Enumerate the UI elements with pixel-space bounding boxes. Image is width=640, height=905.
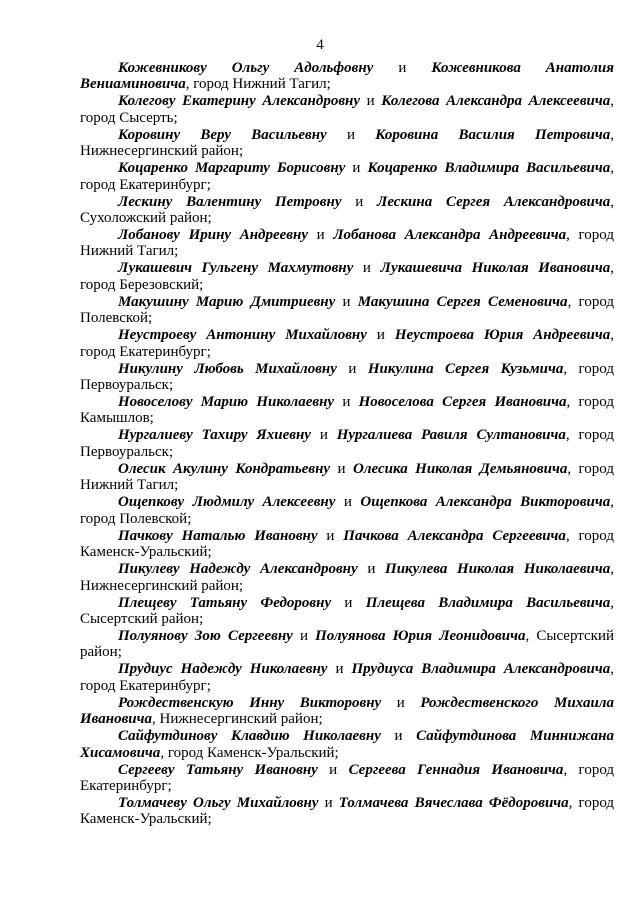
list-entry — [80, 93, 614, 126]
list-entry — [80, 528, 614, 561]
connector-word: и — [346, 126, 355, 143]
wife-name: Ощепкову Людмилу Алексеевну — [118, 494, 336, 511]
place-text: , город Нижний Тагил; — [80, 227, 615, 260]
place-text: , город Полевской; — [80, 293, 615, 327]
list-entry — [80, 361, 614, 394]
wife-name: Коровину Веру Васильевну — [118, 126, 327, 143]
husband-name: Никулина Сергея Кузьмича — [367, 360, 564, 377]
award-list — [80, 60, 614, 828]
connector-word: и — [324, 794, 333, 811]
list-entry — [80, 194, 614, 227]
husband-name: Нургалиева Равиля Султановича — [336, 427, 566, 444]
husband-name: Коцаренко Владимира Васильевича — [367, 160, 611, 177]
husband-name: Колегова Александра Алексеевича — [381, 93, 611, 110]
husband-name: Кожевникова Анатолия Вениаминовича — [80, 60, 614, 93]
wife-name: Плещеву Татьяну Федоровну — [118, 594, 332, 611]
list-entry — [80, 762, 614, 795]
place-text: , Нижнесергинский район; — [80, 561, 615, 594]
connector-word: и — [335, 661, 344, 678]
place-text: , город Екатеринбург; — [80, 761, 615, 794]
place-text: , Сысертский район; — [80, 594, 615, 627]
husband-name: Сайфутдинова Миннижана Хисамовича — [80, 728, 615, 761]
husband-name: Рождественского Михаила Ивановича — [80, 694, 614, 728]
connector-word: и — [316, 227, 325, 244]
list-entry — [80, 127, 614, 160]
wife-name: Колегову Екатерину Александровну — [118, 93, 361, 110]
connector-word: и — [319, 427, 328, 444]
husband-name: Плещева Владимира Васильевича — [365, 594, 611, 611]
list-entry — [80, 427, 614, 460]
connector-word: и — [348, 360, 357, 377]
place-text: , Нижнесергинский район; — [152, 711, 323, 728]
place-text: , Сухоложский район; — [80, 193, 614, 227]
place-text: , город Каменск-Уральский; — [80, 527, 615, 561]
list-entry — [80, 394, 614, 427]
list-entry — [80, 561, 614, 594]
list-entry — [80, 294, 614, 327]
list-entry — [80, 494, 614, 527]
wife-name: Сайфутдинову Клавдию Николаевну — [118, 728, 381, 745]
wife-name: Полуянову Зою Сергеевну — [118, 627, 293, 644]
place-text: , город Екатеринбург; — [80, 160, 615, 193]
connector-word: и — [337, 460, 346, 477]
husband-name: Прудиуса Владимира Александровича — [351, 661, 611, 678]
wife-name: Олесик Акулину Кондратьевну — [118, 460, 331, 477]
husband-name: Коровина Василия Петровича — [375, 126, 611, 143]
husband-name: Лукашевича Николая Ивановича — [380, 260, 611, 277]
place-text: , город Нижний Тагил; — [185, 76, 331, 93]
husband-name: Олесика Николая Демьяновича — [353, 460, 568, 477]
place-text: , город Екатеринбург; — [80, 661, 614, 694]
wife-name: Никулину Любовь Михайловну — [118, 360, 337, 377]
list-entry — [80, 160, 614, 193]
place-text: , город Первоуральск; — [80, 360, 615, 394]
wife-name: Прудиус Надежду Николаевну — [118, 661, 328, 678]
husband-name: Пачкова Александра Сергеевича — [343, 527, 566, 544]
place-text: , город Сысерть; — [80, 93, 615, 126]
list-entry — [80, 728, 614, 761]
wife-name: Макушину Марию Дмитриевну — [118, 293, 336, 310]
place-text: , город Нижний Тагил; — [80, 460, 614, 494]
husband-name: Лескина Сергея Александровича — [377, 193, 611, 210]
wife-name: Неустроеву Антонину Михайловну — [118, 327, 367, 344]
husband-name: Лобанова Александра Андреевича — [333, 227, 567, 244]
connector-word: и — [343, 494, 352, 511]
list-entry — [80, 327, 614, 360]
wife-name: Коцаренко Маргариту Борисовну — [118, 160, 346, 177]
page-number: 4 — [316, 37, 324, 53]
list-entry — [80, 628, 614, 661]
place-text: , город Камышлов; — [80, 394, 615, 427]
place-text: , Сысертский район; — [80, 627, 614, 661]
list-entry — [80, 227, 614, 260]
connector-word: и — [342, 394, 351, 411]
wife-name: Рождественскую Инну Викторовну — [118, 694, 382, 711]
list-entry — [80, 795, 614, 828]
husband-name: Новоселова Сергея Ивановича — [358, 394, 567, 411]
connector-word: и — [329, 761, 338, 778]
wife-name: Новоселову Марию Николаевну — [118, 394, 335, 411]
husband-name: Неустроева Юрия Андреевича — [394, 327, 611, 344]
wife-name: Лукашевич Гульгену Махмутовну — [118, 260, 354, 277]
connector-word: и — [396, 694, 405, 711]
list-entry — [80, 260, 614, 293]
wife-name: Лобанову Ирину Андреевну — [118, 227, 308, 244]
connector-word: и — [367, 561, 376, 578]
wife-name: Пачкову Наталью Ивановну — [118, 527, 318, 544]
connector-word: и — [398, 60, 407, 76]
husband-name: Ощепкова Александра Викторовича — [360, 494, 611, 511]
place-text: , Нижнесергинский район; — [80, 126, 614, 160]
wife-name: Толмачеву Ольгу Михайловну — [118, 794, 319, 811]
connector-word: и — [362, 260, 371, 277]
wife-name: Кожевникову Ольгу Адольфовну — [118, 60, 374, 76]
place-text: , город Екатеринбург; — [80, 327, 615, 360]
husband-name: Полуянова Юрия Леонидовича — [315, 627, 526, 644]
list-entry — [80, 661, 614, 694]
wife-name: Нургалиеву Тахиру Яхиевну — [118, 427, 311, 444]
husband-name: Толмачева Вячеслава Фёдоровича — [338, 794, 569, 811]
connector-word: и — [326, 527, 335, 544]
wife-name: Пикулеву Надежду Александровну — [118, 561, 358, 578]
connector-word: и — [299, 627, 308, 644]
husband-name: Сергеева Геннадия Ивановича — [348, 761, 564, 778]
connector-word: и — [394, 728, 403, 745]
place-text: , город Первоуральск; — [80, 427, 615, 460]
connector-word: и — [352, 160, 361, 177]
list-entry — [80, 461, 614, 494]
place-text: , город Березовский; — [80, 260, 615, 293]
husband-name: Пикулева Николая Николаевича — [385, 561, 611, 578]
wife-name: Лескину Валентину Петровну — [118, 193, 342, 210]
connector-word: и — [366, 93, 375, 110]
place-text: , город Полевской; — [80, 494, 615, 527]
connector-word: и — [342, 293, 351, 310]
list-entry — [80, 60, 614, 93]
husband-name: Макушина Сергея Семеновича — [357, 293, 568, 310]
wife-name: Сергееву Татьяну Ивановну — [118, 761, 318, 778]
list-entry — [80, 695, 614, 728]
place-text: , город Каменск-Уральский; — [80, 794, 615, 828]
connector-word: и — [355, 193, 364, 210]
connector-word: и — [376, 327, 385, 344]
list-entry — [80, 595, 614, 628]
place-text: , город Каменск-Уральский; — [160, 744, 339, 761]
connector-word: и — [344, 594, 353, 611]
